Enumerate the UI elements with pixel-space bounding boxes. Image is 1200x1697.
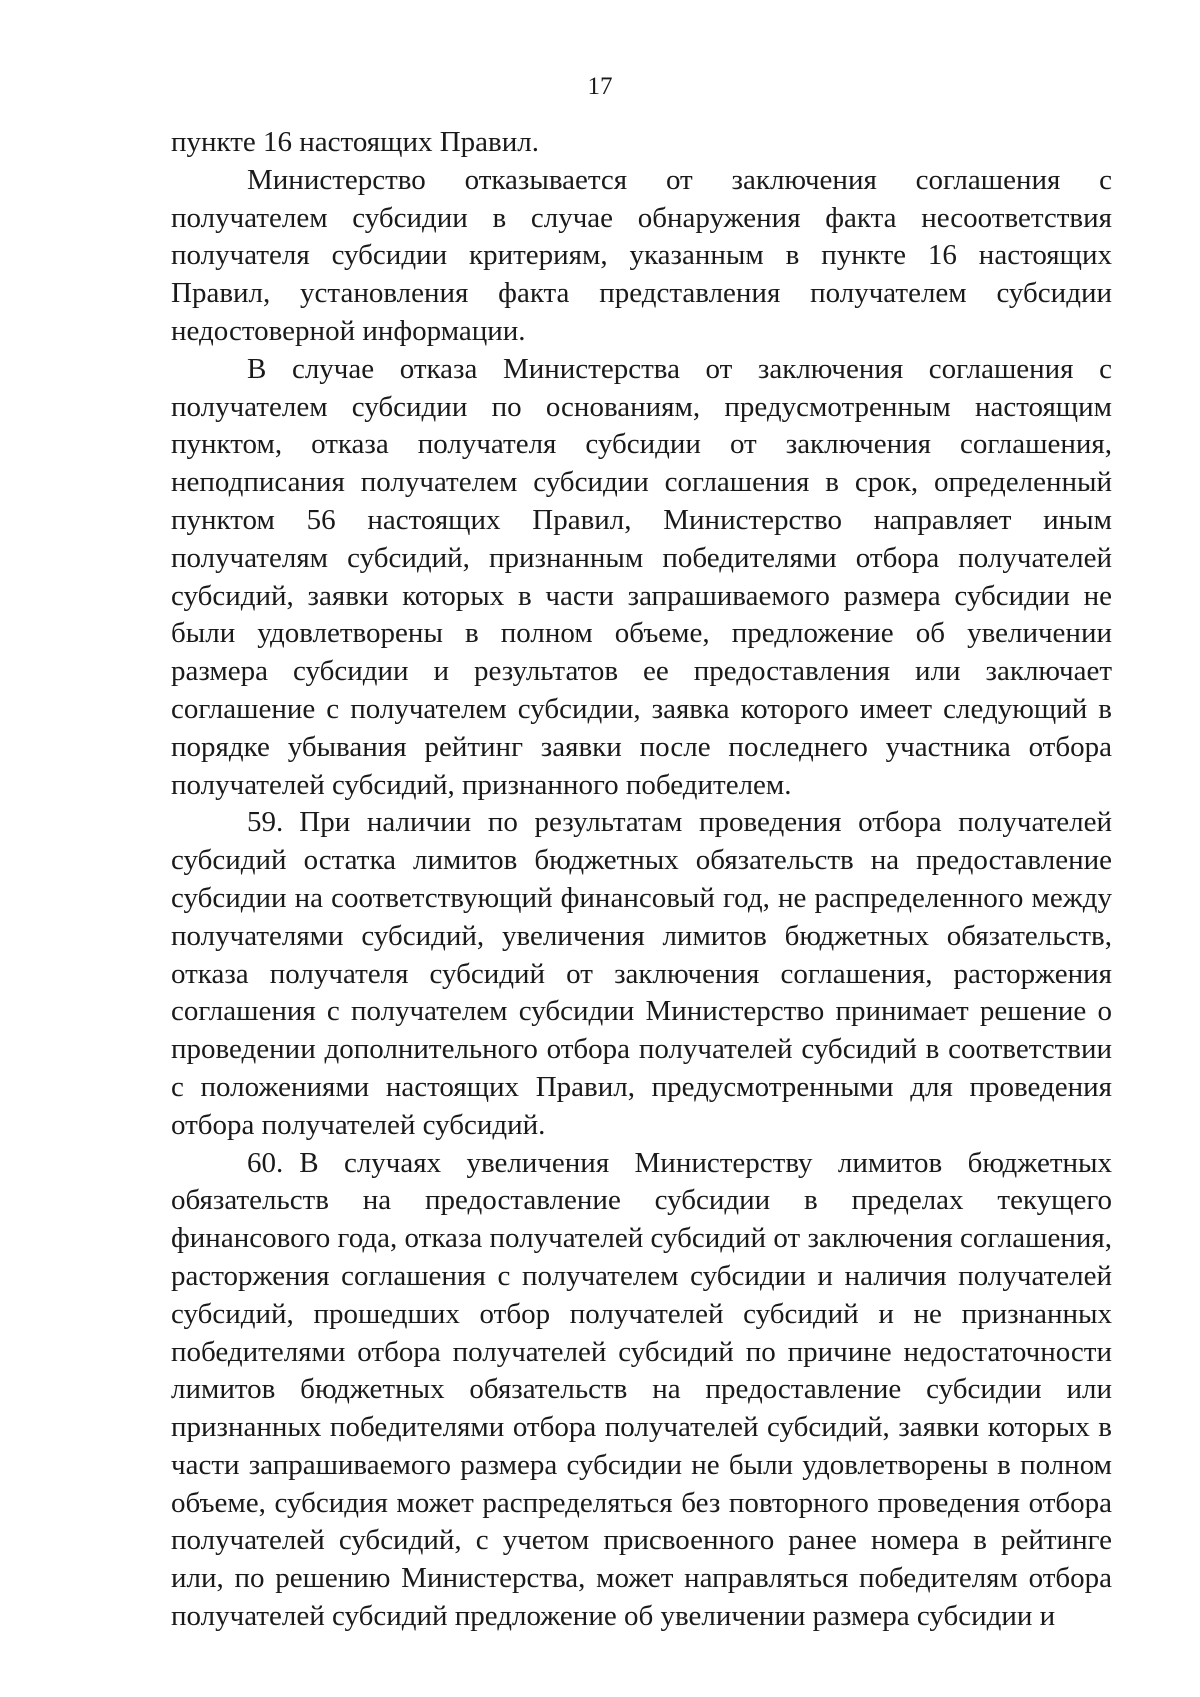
paragraph-text: Министерство отказывается от заключения соглашения с получателем субсидии в случае обнаружения факта несоответствия получателя субсидии критериям, указанным в пункте 16 настоящих Правил, установления факта представления получателем субсидии недостоверной информации. <box>171 163 1112 347</box>
paragraph-59 <box>171 804 1112 1144</box>
page-number: 17 <box>587 73 613 100</box>
paragraph-text: При наличии по результатам проведения отбора получателей субсидий остатка лимитов бюджетных обязательств на предоставление субсидии на соответствующий финансовый год, не распределенного между получателями субсидий, увеличения лимитов бюджетных обязательств, отказа получателя субсидий от заключения соглашения, расторжения соглашения с получателем субсидии Министерство принимает решение о проведении дополнительного отбора получателей субсидий в соответствии с положениями настоящих Правил, предусмотренными для проведения отбора получателей субсидий. <box>171 806 1112 1141</box>
paragraph-continuation <box>171 124 1112 162</box>
paragraph-text: В случаях увеличения Министерству лимитов бюджетных обязательств на предоставление субсидии в пределах текущего финансового года, отказа получателей субсидий от заключения соглашения, расторжения соглашения с получателем субсидии и наличия получателей субсидий, прошедших отбор получателей субсидий и не признанных победителями отбора получателей субсидий по причине недостаточности лимитов бюджетных обязательств на предоставление субсидии или признанных победителями отбора получателей субсидий, заявки которых в части запрашиваемого размера субсидии не были удовлетворены в полном объеме, субсидия может распределяться без повторного проведения отбора получателей субсидий, с учетом присвоенного ранее номера в рейтинге или, по решению Министерства, может направляться победителям отбора получателей субсидий предложение об увеличении размера субсидии и <box>171 1146 1112 1633</box>
paragraph-text: пункте 16 настоящих Правил. <box>171 126 539 158</box>
document-body <box>171 124 1112 1636</box>
paragraph-refusal-case <box>171 351 1112 805</box>
paragraph-refusal <box>171 162 1112 351</box>
paragraph-60 <box>171 1145 1112 1636</box>
paragraph-number: 59. <box>247 806 284 839</box>
paragraph-number: 60. <box>247 1146 284 1179</box>
paragraph-text: В случае отказа Министерства от заключения соглашения с получателем субсидии по основаниям, предусмотренным настоящим пунктом, отказа получателя субсидии от заключения соглашения, неподписания получателем субсидии соглашения в срок, определенный пунктом 56 настоящих Правил, Министерство направляет иным получателям субсидий, признанным победителями отбора получателей субсидий, заявки которых в части запрашиваемого размера субсидии не были удовлетворены в полном объеме, предложение об увеличении размера субсидии и результатов ее предоставления или заключает соглашение с получателем субсидии, заявка которого имеет следующий в порядке убывания рейтинг заявки после последнего участника отбора получателей субсидий, признанного победителем. <box>171 352 1112 801</box>
